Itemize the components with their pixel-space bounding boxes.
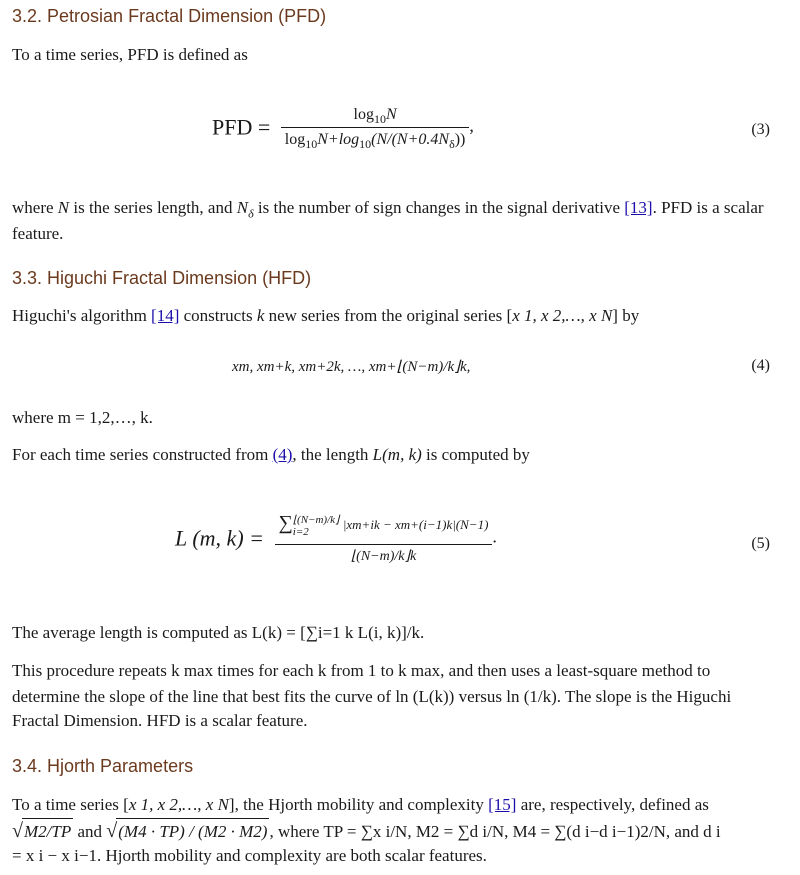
hfd-intro: Higuchi's algorithm [14] constructs k new series from the original series [x 1, x 2,…, x N] by bbox=[12, 306, 640, 325]
l-lhs: L (m, k) = bbox=[175, 525, 264, 551]
heading-3-2: 3.2. Petrosian Fractal Dimension (PFD) bbox=[12, 6, 327, 26]
equation-number-5: (5) bbox=[751, 535, 770, 552]
sqrt-complexity: (M4 · TP) / (M2 · M2) bbox=[116, 818, 269, 845]
for-each-text: For each time series constructed from (4), the length L(m, k) is computed by bbox=[12, 445, 530, 464]
pfd-intro: To a time series, PFD is defined as bbox=[12, 45, 248, 64]
hjorth-line-1: To a time series [x 1, x 2,…, x N], the Hjorth mobility and complexity [15] are, respectively, defined as bbox=[12, 795, 709, 814]
l-fraction bbox=[275, 512, 493, 565]
l-numerator: ∑⌊(N−m)/k⌋ i=2 |xm+ik − xm+(i−1)k|(N−1) bbox=[275, 512, 493, 545]
pfd-fraction bbox=[281, 106, 470, 152]
pfd-lhs: PFD = bbox=[212, 114, 271, 140]
ref-13-link[interactable]: [13] bbox=[624, 198, 653, 217]
l-denominator: ⌊(N−m)/k⌋k bbox=[350, 548, 417, 564]
sum-symbol: ∑ bbox=[278, 512, 293, 534]
equation-4: xm, xm+k, xm+2k, …, xm+⌊(N−m)/k⌋k, bbox=[232, 359, 471, 375]
heading-3-4: 3.4. Hjorth Parameters bbox=[12, 756, 194, 776]
hjorth-line-3: = x i − x i−1. Hjorth mobility and complexity are both scalar features. bbox=[12, 846, 487, 865]
l-numerator-body: |xm+ik − xm+(i−1)k|(N−1) bbox=[342, 517, 489, 532]
heading-3-3: 3.3. Higuchi Fractal Dimension (HFD) bbox=[12, 268, 312, 288]
l-period: . bbox=[492, 526, 497, 547]
procedure-line-3: Fractal Dimension. HFD is a scalar feature. bbox=[12, 711, 308, 730]
equation-number-4: (4) bbox=[751, 357, 770, 374]
pfd-comma: , bbox=[469, 115, 474, 136]
equation-5 bbox=[175, 512, 497, 565]
ref-eq4-link[interactable]: (4) bbox=[272, 445, 293, 464]
where-m: where m = 1,2,…, k. bbox=[12, 408, 153, 427]
ref-14-link[interactable]: [14] bbox=[151, 306, 180, 325]
equation-number-3: (3) bbox=[751, 121, 770, 138]
equation-3 bbox=[212, 106, 474, 152]
pfd-numerator: $\log_{10}N$ bbox=[281, 106, 470, 128]
pfd-denominator: $\log_{10}N+\log_{10}(N/(N+0.4N_\delta))$ bbox=[284, 131, 466, 152]
sqrt-mobility: M2/TP bbox=[22, 818, 73, 845]
ref-15-link[interactable]: [15] bbox=[488, 795, 517, 814]
procedure-line-1: This procedure repeats k max times for each k from 1 to k max, and then uses a least-square method to bbox=[12, 661, 711, 680]
pfd-description: where N is the series length, and $N_\delta$ is the number of sign changes in the signal derivative [13]. PFD is a scalar feature. bbox=[12, 198, 764, 243]
average-length: The average length is computed as L(k) = [∑i=1 k L(i, k)]/k. bbox=[12, 623, 425, 642]
procedure-line-2: determine the slope of the line that best fits the curve of ln (L(k)) versus ln (1/k). The slope is the Higuchi bbox=[12, 687, 732, 706]
hjorth-line-2: √M2/TP and √(M4 · TP) / (M2 · M2) , where TP = ∑x i/N, M2 = ∑d i/N, M4 = ∑(d i−d i−1)2/N, and d i bbox=[12, 818, 784, 845]
